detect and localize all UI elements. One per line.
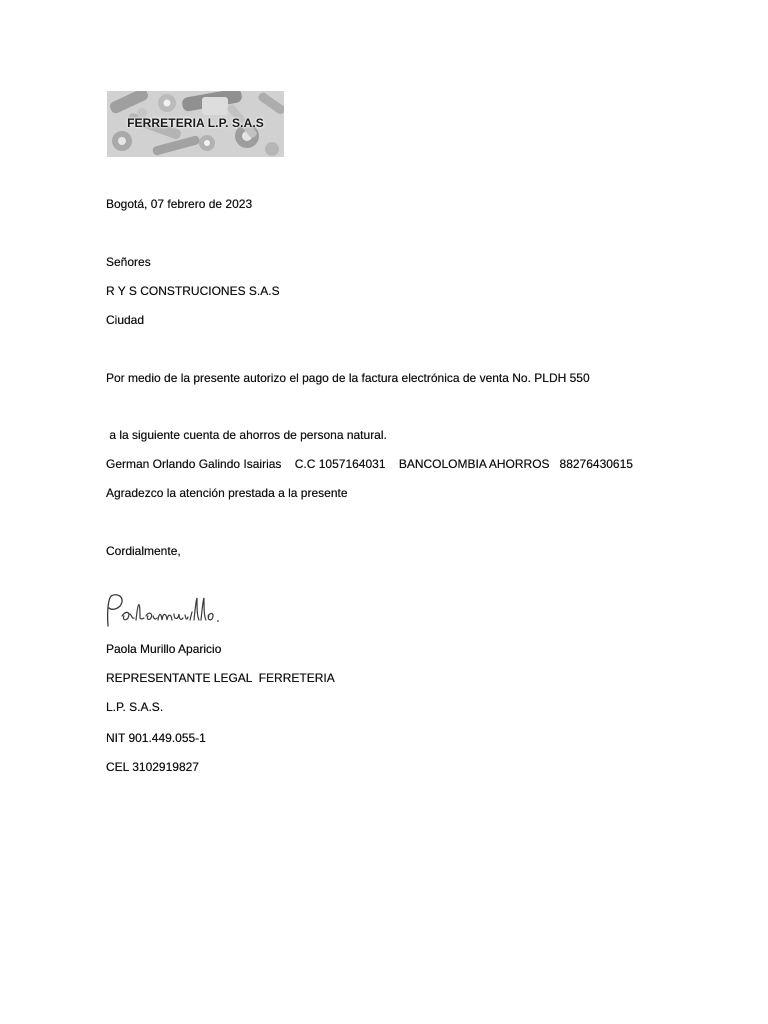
signatory-phone: CEL 3102919827	[106, 760, 199, 774]
body-paragraph-1: Por medio de la presente autorizo el pago de la factura electrónica de venta No. PLDH 550	[106, 371, 590, 385]
company-name: FERRETERIA L.P. S.A.S	[127, 116, 264, 130]
date-line: Bogotá, 07 febrero de 2023	[106, 197, 253, 211]
recipient-company: R Y S CONSTRUCIONES S.A.S	[106, 284, 280, 298]
thanks-line: Agradezco la atención prestada a la presente	[106, 486, 348, 500]
closing: Cordialmente,	[106, 544, 181, 558]
signatory-name: Paola Murillo Aparicio	[106, 642, 222, 656]
handwritten-signature	[102, 590, 222, 640]
recipient-salutation: Señores	[106, 255, 151, 269]
signatory-nit: NIT 901.449.055-1	[106, 731, 206, 745]
letterhead-logo	[107, 91, 284, 157]
signatory-title: REPRESENTANTE LEGAL FERRETERIA	[106, 671, 335, 685]
signatory-company: L.P. S.A.S.	[106, 700, 164, 714]
body-paragraph-2: a la siguiente cuenta de ahorros de persona natural.	[106, 428, 387, 442]
recipient-city: Ciudad	[106, 313, 145, 327]
account-details: German Orlando Galindo Isairias C.C 1057164031 BANCOLOMBIA AHORROS 88276430615	[106, 457, 633, 471]
